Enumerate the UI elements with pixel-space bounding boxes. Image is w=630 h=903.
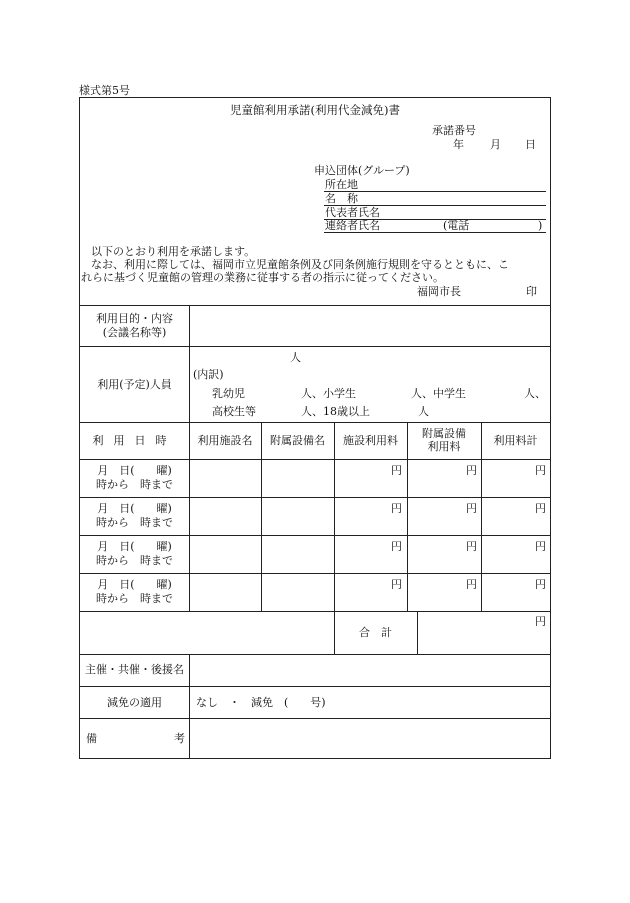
junior-high-label: 人、中学生 <box>411 387 466 400</box>
header-equipment-fee-2: 利用料 <box>427 440 461 453</box>
highschool-label: 高校生等 <box>212 405 256 418</box>
header-equipment: 附属設備名 <box>270 434 325 447</box>
adult-label: 人、18歳以上 <box>301 405 370 418</box>
signer-label: 福岡市長 <box>417 285 461 298</box>
total-fee-yen: 円 <box>535 502 546 515</box>
slot-date: 月 日( 曜) <box>97 464 172 477</box>
header-equipment-fee-1: 附属設備 <box>422 427 466 440</box>
date-year: 年 <box>453 138 464 151</box>
rule <box>80 718 550 719</box>
purpose-input[interactable] <box>191 307 548 344</box>
form-title: 児童館利用承諾(利用代金減免)書 <box>230 103 400 117</box>
remarks-label-2: 考 <box>174 732 185 745</box>
total-fee-yen: 円 <box>535 578 546 591</box>
equipment-fee-yen: 円 <box>466 464 477 477</box>
elementary-label: 人、小学生 <box>301 387 356 400</box>
slot-date: 月 日( 曜) <box>97 540 172 553</box>
rule <box>80 497 550 498</box>
header-facility-fee: 施設利用料 <box>343 434 398 447</box>
people-label: 利用(予定)人員 <box>97 378 172 391</box>
approval-form <box>79 97 551 759</box>
date-day: 日 <box>525 138 536 151</box>
header-datetime: 利用日時 <box>92 434 177 447</box>
facility-fee-yen: 円 <box>391 464 402 477</box>
rule <box>80 686 550 687</box>
people-end-2: 人 <box>418 405 429 418</box>
reduction-value[interactable]: なし ・ 減免 ( 号) <box>196 696 326 709</box>
name-label: 名 称 <box>325 192 358 205</box>
col-rule <box>189 654 190 758</box>
purpose-label-2: (会議名称等) <box>102 326 167 339</box>
people-unit: 人 <box>290 351 301 364</box>
purpose-label-1: 利用目的・内容 <box>96 312 173 325</box>
equipment-fee-yen: 円 <box>466 540 477 553</box>
reduction-label: 減免の適用 <box>107 696 162 709</box>
contact-label: 連絡者氏名 <box>325 219 380 232</box>
rule <box>80 611 550 612</box>
tel-close: ) <box>538 219 543 232</box>
contact-line[interactable] <box>324 232 546 233</box>
date-month: 月 <box>490 138 501 151</box>
sponsor-label: 主催・共催・後援名 <box>85 663 184 676</box>
breakdown-label: (内訳) <box>193 368 224 381</box>
representative-label: 代表者氏名 <box>325 206 380 219</box>
total-yen: 円 <box>535 615 546 628</box>
total-fee-yen: 円 <box>535 464 546 477</box>
slot-time: 時から 時まで <box>96 554 173 567</box>
rule <box>80 459 550 460</box>
col-rule <box>189 305 190 611</box>
slot-time: 時から 時まで <box>96 592 173 605</box>
facility-fee-yen: 円 <box>391 502 402 515</box>
body-line-1: 以下のとおり利用を承諾します。 <box>91 245 256 258</box>
rule <box>80 305 550 306</box>
people-end: 人、 <box>524 387 546 400</box>
slot-date: 月 日( 曜) <box>97 502 172 515</box>
facility-fee-yen: 円 <box>391 578 402 591</box>
approval-no-label: 承諾番号 <box>432 124 476 137</box>
slot-date: 月 日( 曜) <box>97 578 172 591</box>
seal-mark: 印 <box>526 285 537 298</box>
remarks-label-1: 備 <box>86 732 97 745</box>
total-fee-yen: 円 <box>535 540 546 553</box>
infant-label: 乳幼児 <box>212 387 245 400</box>
applicant-group-label: 申込団体(グループ) <box>314 164 410 177</box>
address-label: 所在地 <box>325 178 358 191</box>
rule <box>80 422 550 423</box>
equipment-fee-yen: 円 <box>466 502 477 515</box>
rule <box>80 535 550 536</box>
form-number: 様式第5号 <box>79 84 130 97</box>
col-rule <box>261 422 262 611</box>
slot-time: 時から 時まで <box>96 478 173 491</box>
rule <box>80 346 550 347</box>
rule <box>80 573 550 574</box>
header-facility: 利用施設名 <box>197 434 253 447</box>
facility-fee-yen: 円 <box>391 540 402 553</box>
sponsor-input[interactable] <box>191 656 548 684</box>
tel-label: (電話 <box>443 219 470 232</box>
body-line-2: なお、利用に際しては、福岡市立児童館条例及び同条例施行規則を守るとともに、こ <box>91 258 509 271</box>
header-total-fee: 利用料計 <box>493 434 538 447</box>
remarks-input[interactable] <box>191 720 548 756</box>
rule <box>80 654 550 655</box>
slot-time: 時から 時まで <box>96 516 173 529</box>
total-label: 合 計 <box>359 626 392 639</box>
equipment-fee-yen: 円 <box>466 578 477 591</box>
col-rule <box>334 422 335 654</box>
body-line-3: れらに基づく児童館の管理の業務に従事する者の指示に従ってください。 <box>81 271 444 284</box>
